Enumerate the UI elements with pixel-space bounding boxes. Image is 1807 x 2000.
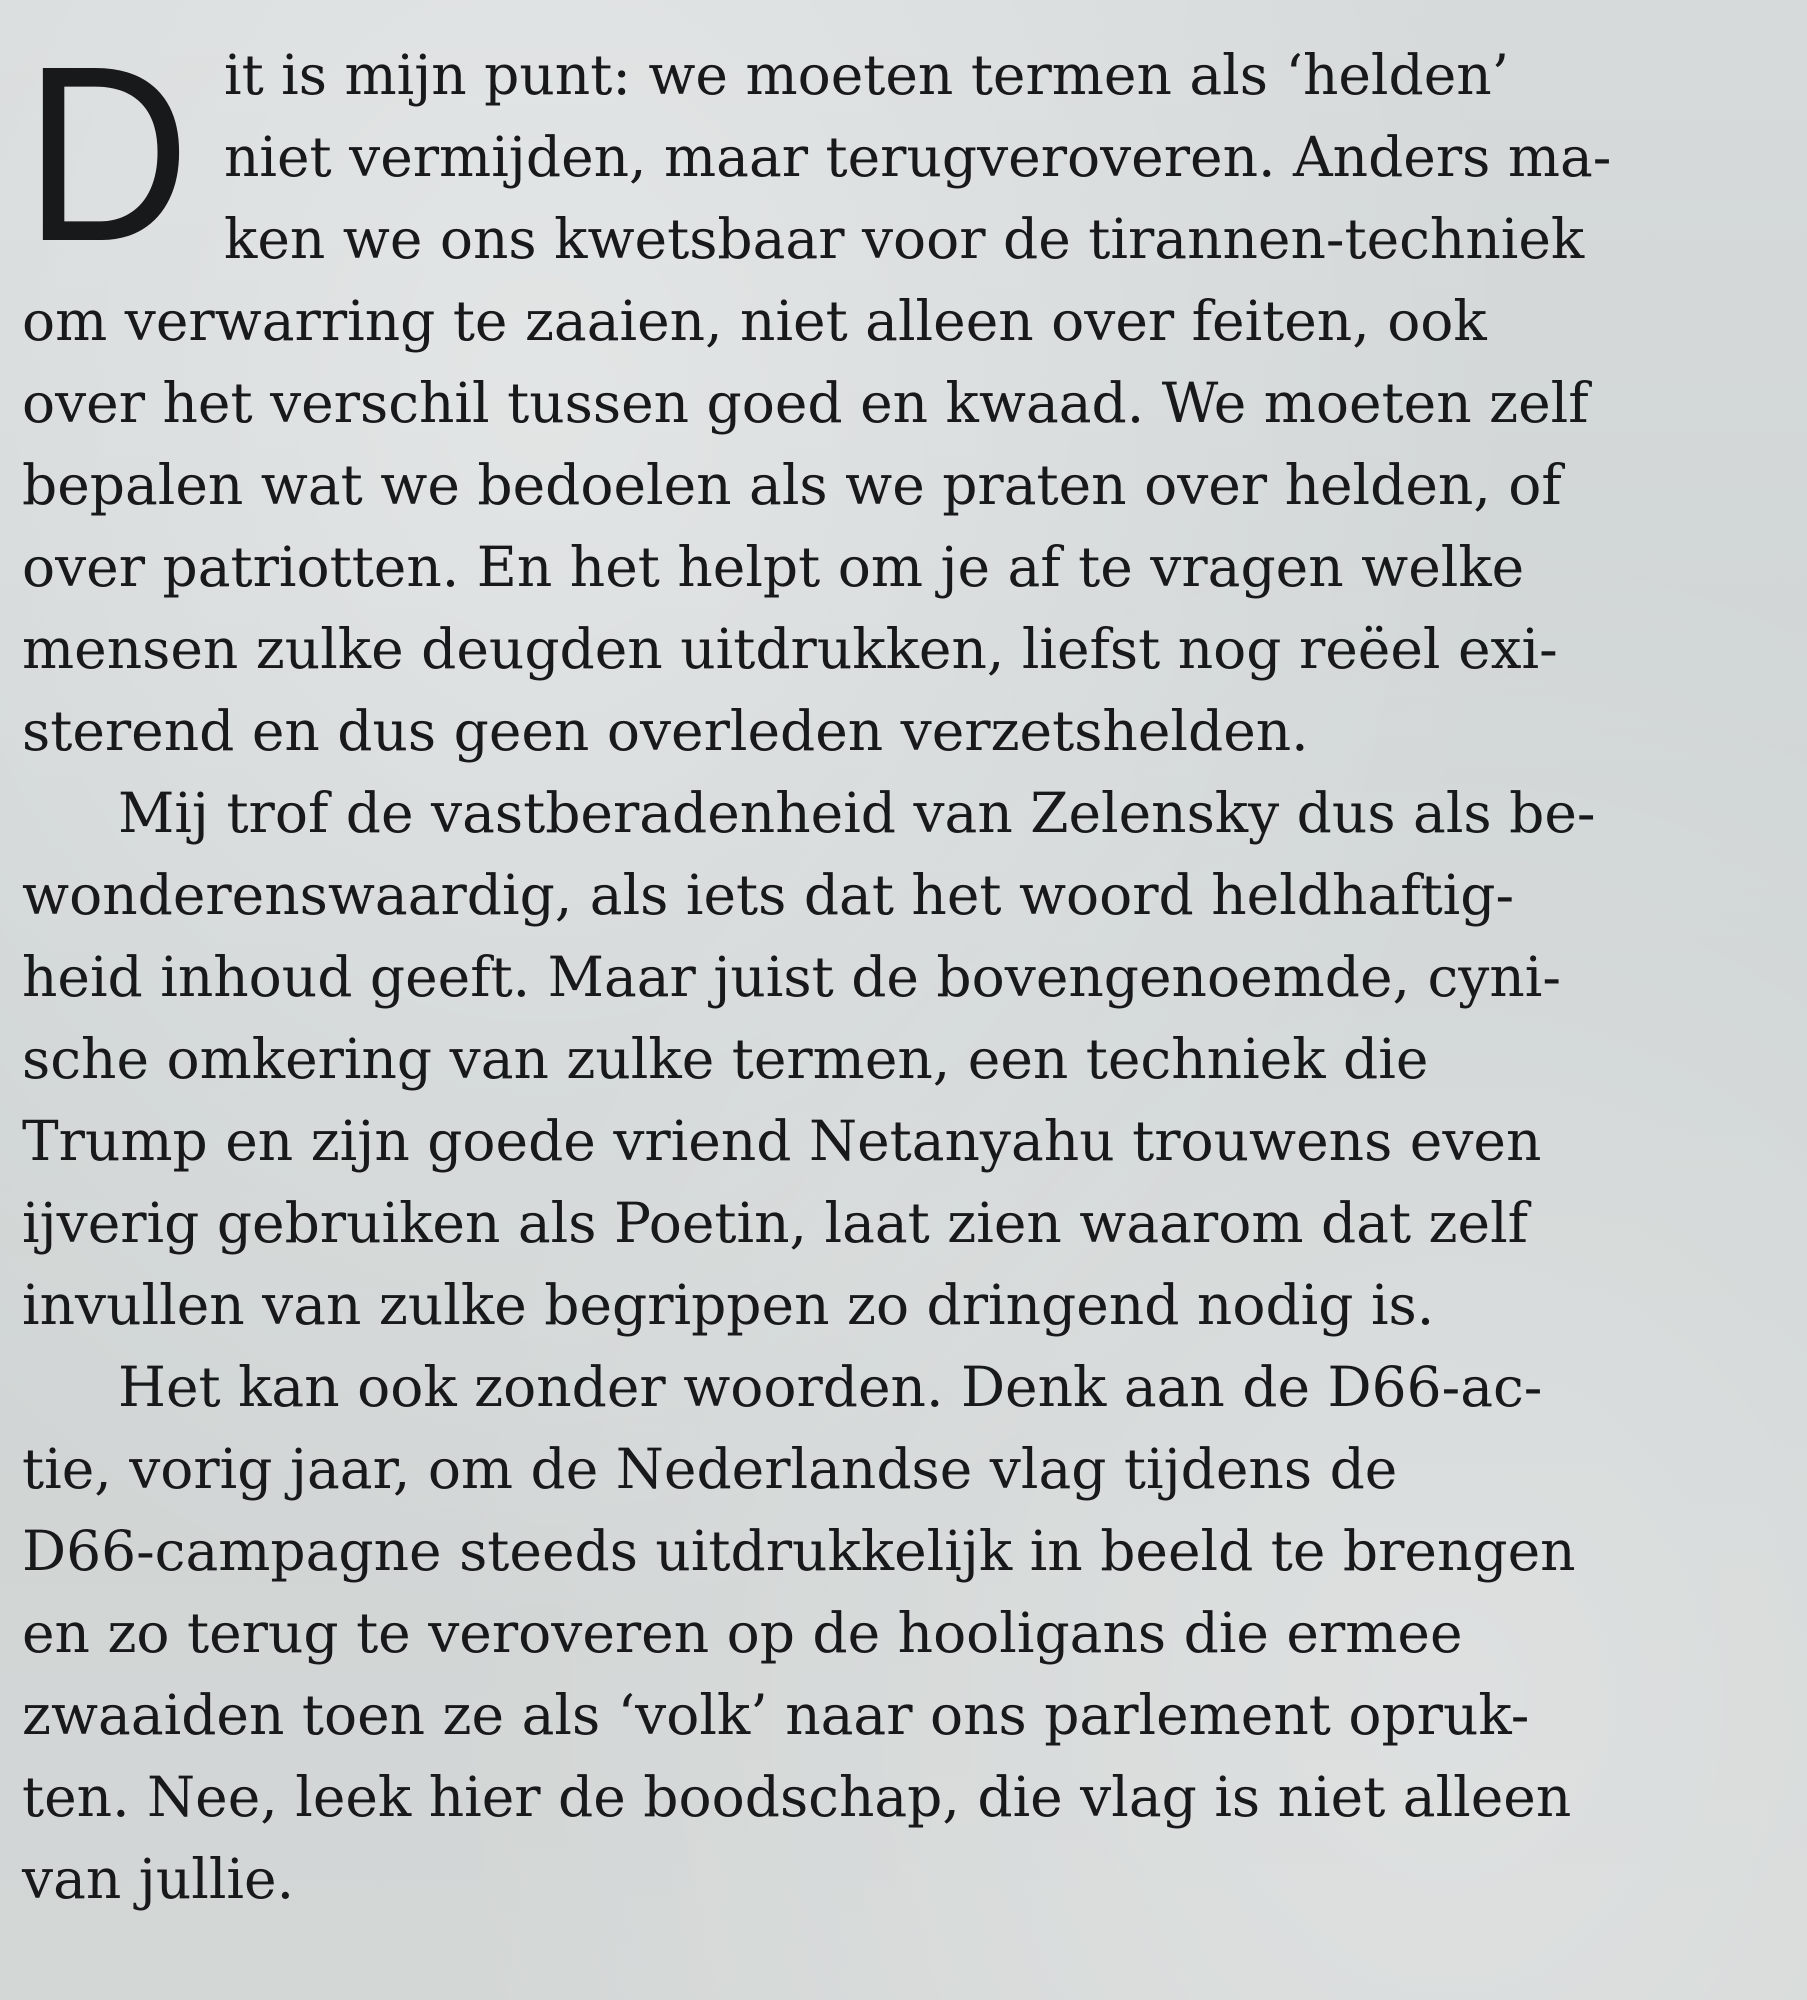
- text-line: bepalen wat we bedoelen als we praten over helden, of: [22, 453, 1562, 517]
- text-line: en zo terug te veroveren op de hooligans die ermee: [22, 1601, 1463, 1665]
- text-line: sche omkering van zulke termen, een techniek die: [22, 1027, 1429, 1091]
- text-line: wonderenswaardig, als iets dat het woord heldhaftig-: [22, 863, 1515, 927]
- text-line: om verwarring te zaaien, niet alleen over feiten, ook: [22, 289, 1487, 353]
- drop-cap: D: [24, 14, 191, 293]
- text-line: ten. Nee, leek hier de boodschap, die vlag is niet alleen: [22, 1765, 1572, 1829]
- text-line: over patriotten. En het helpt om je af te vragen welke: [22, 535, 1525, 599]
- text-line: Mij trof de vastberadenheid van Zelensky dus als be-: [118, 781, 1596, 845]
- text-line: Trump en zijn goede vriend Netanyahu trouwens even: [22, 1109, 1542, 1173]
- text-line: sterend en dus geen overleden verzetshelden.: [22, 699, 1309, 763]
- text-line: Het kan ook zonder woorden. Denk aan de D66-ac-: [118, 1355, 1543, 1419]
- text-line: mensen zulke deugden uitdrukken, liefst nog reëel exi-: [22, 617, 1558, 681]
- text-line: van jullie.: [22, 1847, 295, 1911]
- text-line: zwaaiden toen ze als ‘volk’ naar ons parlement opruk-: [22, 1683, 1530, 1747]
- text-line: tie, vorig jaar, om de Nederlandse vlag tijdens de: [22, 1437, 1398, 1501]
- text-line: it is mijn punt: we moeten termen als ‘helden’: [224, 43, 1510, 107]
- text-line: heid inhoud geeft. Maar juist de bovengenoemde, cyni-: [22, 945, 1561, 1009]
- text-line: invullen van zulke begrippen zo dringend nodig is.: [22, 1273, 1435, 1337]
- text-line: D66-campagne steeds uitdrukkelijk in beeld te brengen: [22, 1519, 1576, 1583]
- text-line: over het verschil tussen goed en kwaad. We moeten zelf: [22, 371, 1589, 435]
- text-line: ken we ons kwetsbaar voor de tirannen-techniek: [224, 207, 1585, 271]
- text-line: ijverig gebruiken als Poetin, laat zien waarom dat zelf: [22, 1191, 1529, 1255]
- text-line: niet vermijden, maar terugveroveren. Anders ma-: [224, 125, 1612, 189]
